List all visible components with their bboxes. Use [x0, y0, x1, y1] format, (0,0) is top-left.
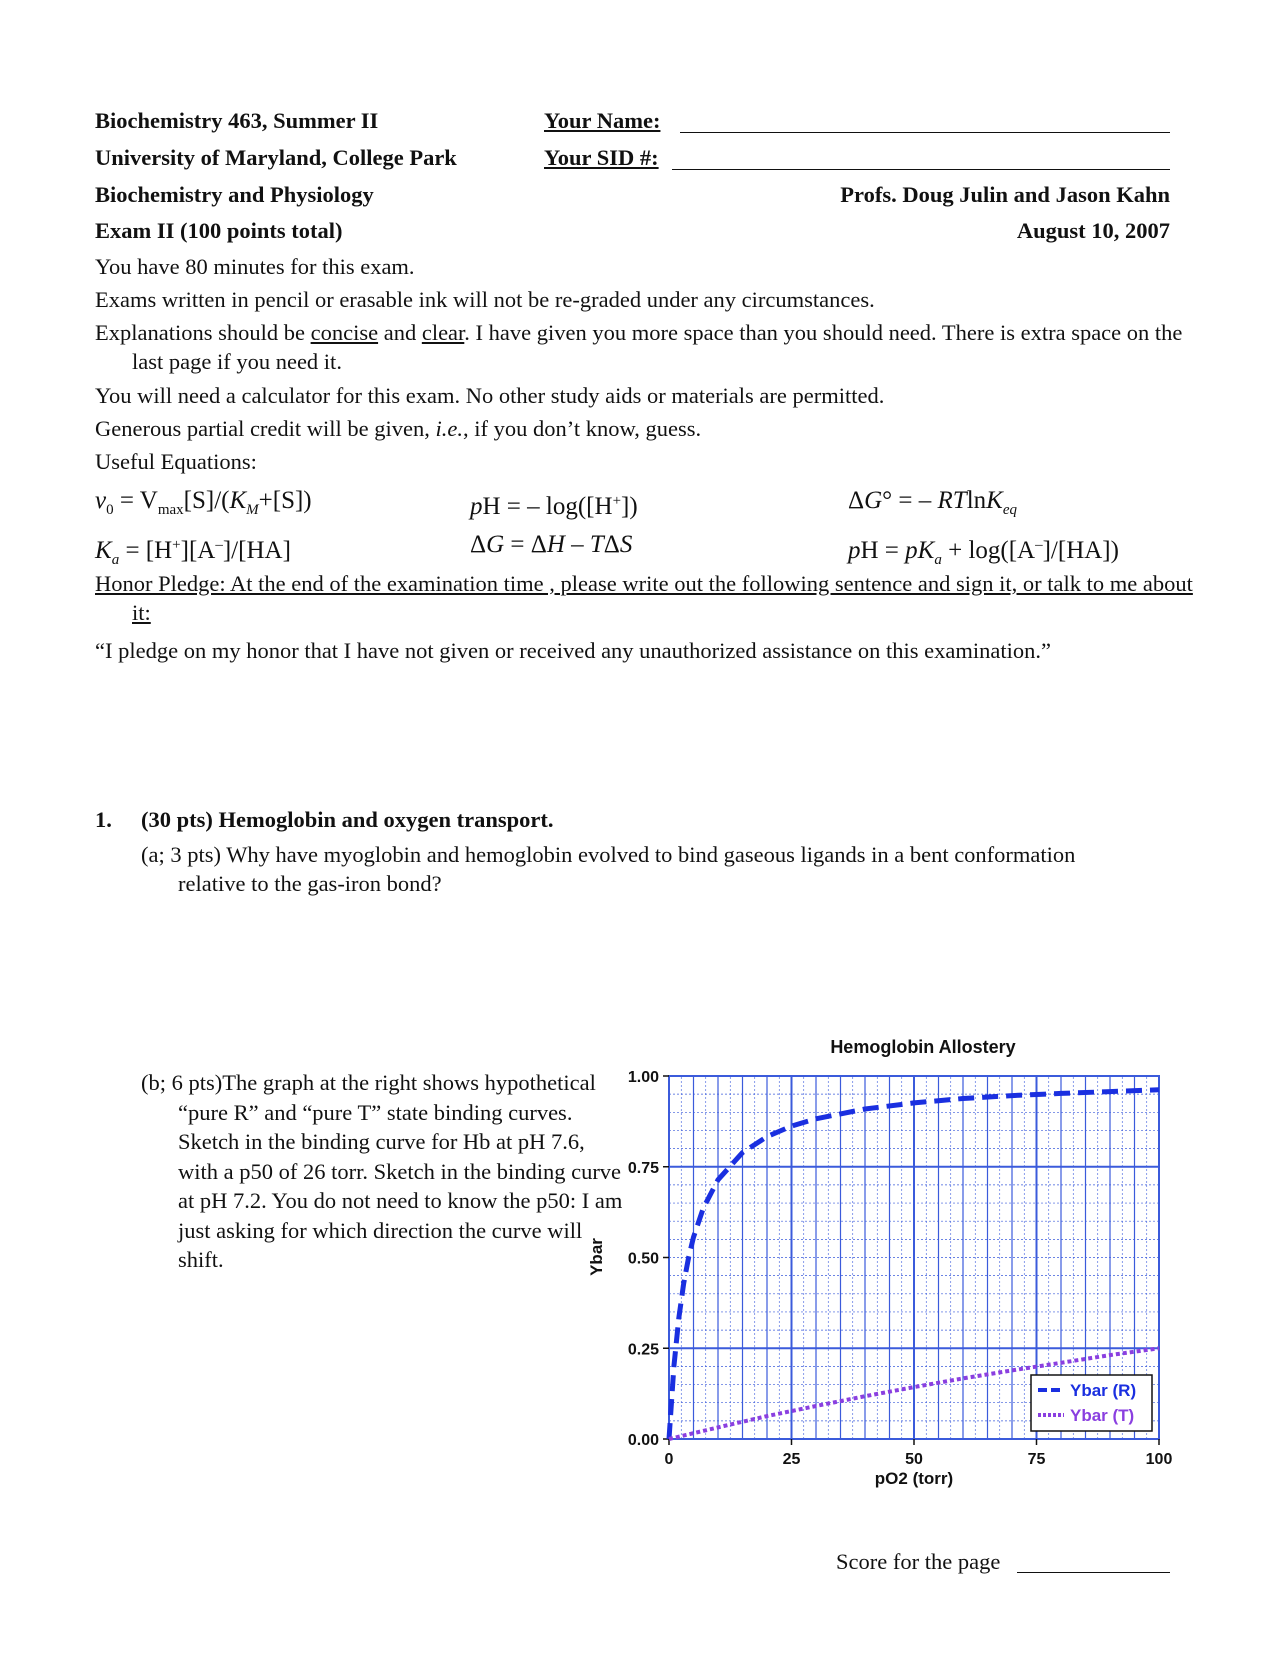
credit-text-1: Generous partial credit will be given, — [95, 416, 436, 441]
score-field-line[interactable] — [1017, 1572, 1170, 1573]
expl-text-1: Explanations should be — [95, 320, 311, 345]
x-tick-label: 75 — [1027, 1451, 1046, 1468]
question-number: 1. — [95, 807, 112, 832]
subject: Biochemistry and Physiology — [95, 182, 374, 207]
question-part-b: (b; 6 pts)The graph at the right shows hypothetical “pure R” and “pure T” state binding curves. Sketch in the binding curve for Hb at pH 7.6, with a p50 of 26 torr. Sketch in the binding curve at pH 7.2. You do not need to know the p50: I am just asking for which direction the curve will shift. — [141, 1070, 623, 1272]
equation-ka: $K_a = [H^+][A^-]/[HA]$ — [95, 537, 291, 568]
calculator-instruction: You will need a calculator for this exam. No other study aids or materials are permitted. — [95, 383, 885, 408]
chart-title: Hemoglobin Allostery — [830, 1037, 1016, 1057]
x-tick-label: 25 — [782, 1451, 801, 1468]
hemoglobin-allostery-chart — [580, 1030, 1200, 1490]
honor-pledge-text: “I pledge on my honor that I have not given or received any unauthorized assistance on this examination.” — [95, 638, 1051, 663]
chart-legend — [1031, 1375, 1152, 1431]
university-name: University of Maryland, College Park — [95, 145, 457, 170]
professors: Profs. Doug Julin and Jason Kahn — [840, 182, 1170, 207]
question-title: (30 pts) Hemoglobin and oxygen transport. — [141, 807, 554, 832]
x-tick-label: 0 — [664, 1451, 674, 1468]
equation-henderson-hasselbalch: pH = $pK_a + \log([A^-]/[HA])$ — [848, 537, 1119, 568]
credit-instruction — [95, 414, 701, 444]
honor-pledge-instruction: Honor Pledge: At the end of the examination time , please write out the following sentence and sign it, or talk to me about it: — [95, 571, 1193, 625]
y-tick-label: 1.00 — [627, 1069, 659, 1086]
name-field-line[interactable] — [680, 132, 1170, 133]
equation-delta-g-standard: ΔG° = – RTlnK$_{eq}$ — [848, 487, 1017, 518]
y-tick-label: 0.25 — [627, 1341, 659, 1359]
exam-date: August 10, 2007 — [1016, 218, 1170, 243]
x-tick-label: 50 — [905, 1451, 923, 1468]
equation-michaelis-menten: $v_0 = V_{max}[S]/(K_M+[S])$ — [95, 487, 312, 518]
y-tick-label: 0.50 — [627, 1250, 659, 1268]
sid-field-line[interactable] — [672, 169, 1170, 170]
equation-gibbs: ΔG = ΔH – TΔS — [470, 531, 633, 558]
equation-ph: pH = – log([H+]) — [470, 493, 638, 520]
expl-concise: concise — [310, 320, 379, 345]
name-label: Your Name: — [544, 108, 661, 133]
sid-label: Your SID #: — [544, 145, 659, 170]
question-part-a: (a; 3 pts) Why have myoglobin and hemoglobin evolved to bind gaseous ligands in a bent conformation relative to the gas-iron bond? — [141, 842, 1076, 896]
y-axis-label: Ybar — [587, 1238, 606, 1276]
ink-instruction: Exams written in pencil or erasable ink will not be re-graded under any circumstances. — [95, 287, 875, 312]
legend-label-t: Ybar (T) — [1070, 1406, 1135, 1425]
y-tick-label: 0.75 — [627, 1159, 659, 1177]
x-tick-label: 100 — [1145, 1451, 1173, 1468]
credit-text-2: , if you don’t know, guess. — [463, 416, 702, 441]
expl-clear: clear — [421, 320, 465, 345]
credit-ie: i.e. — [435, 416, 464, 441]
course-title: Biochemistry 463, Summer II — [95, 108, 379, 133]
time-instruction: You have 80 minutes for this exam. — [95, 254, 415, 279]
expl-text-2: and — [378, 320, 422, 345]
x-axis-label: pO2 (torr) — [874, 1469, 954, 1488]
y-tick-label: 0.00 — [627, 1432, 659, 1449]
legend-label-r: Ybar (R) — [1070, 1381, 1137, 1400]
explanation-instruction — [95, 318, 1217, 376]
equations-label: Useful Equations: — [95, 449, 257, 474]
exam-title: Exam II (100 points total) — [95, 218, 343, 243]
score-label: Score for the page — [836, 1549, 1001, 1574]
expl-text-3: . I have given you more space than you should need. There is extra space on the last page if you need it. — [132, 320, 1183, 374]
